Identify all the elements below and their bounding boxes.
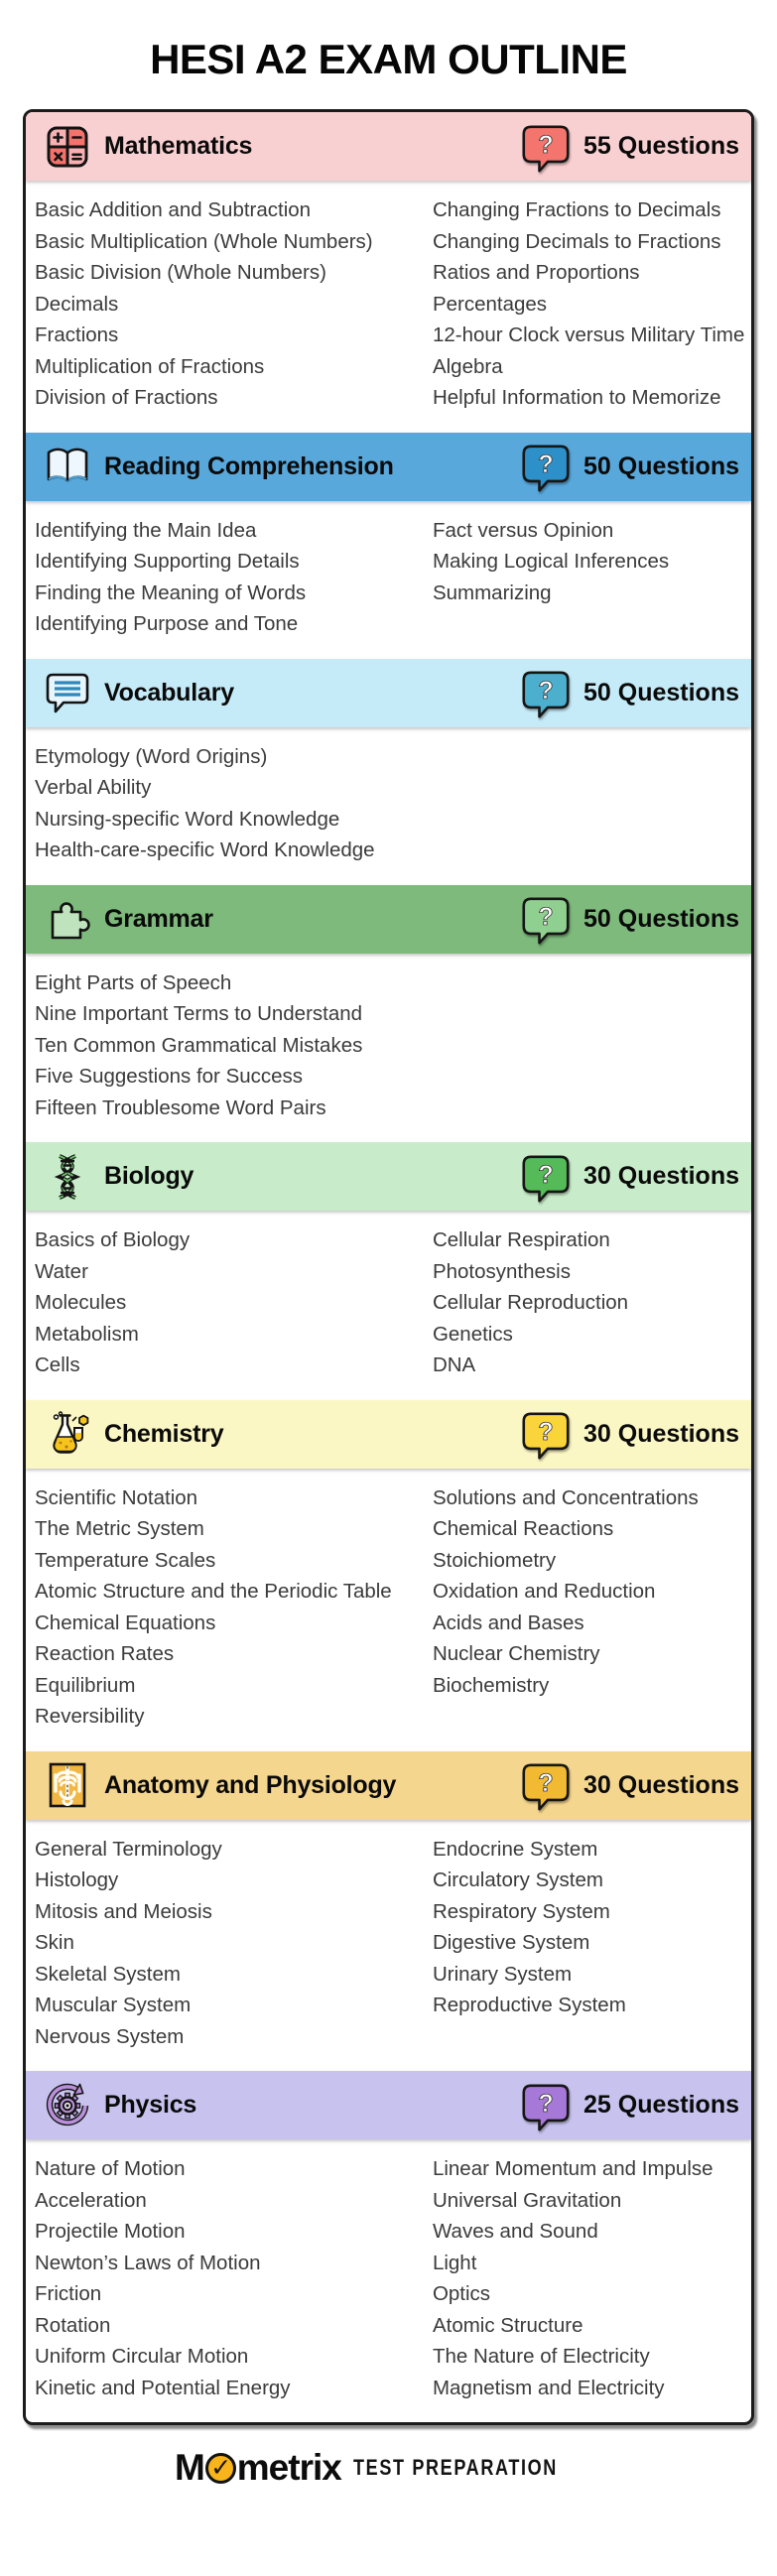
- section-header: [26, 1400, 751, 1469]
- topic-item: Cells: [35, 1353, 80, 1376]
- section-grammar: [26, 885, 751, 1143]
- topic-item: Making Logical Inferences: [432, 550, 670, 573]
- flask-icon: [44, 1410, 91, 1458]
- svg-text:?: ?: [538, 451, 554, 479]
- topic-item: Health-care-specific Word Knowledge: [35, 838, 375, 861]
- topic-item: Ratios and Proportions: [432, 261, 640, 284]
- question-bubble-icon: [521, 1762, 571, 1812]
- page-title: HESI A2 EXAM OUTLINE: [150, 36, 627, 82]
- topic-item: Scientific Notation: [35, 1485, 198, 1509]
- topic-item: Optics: [432, 2282, 491, 2305]
- topics-column-right: [433, 1482, 745, 1733]
- topic-item: Histology: [35, 1868, 119, 1891]
- topic-item: Decimals: [35, 292, 119, 316]
- section-header: [26, 2071, 751, 2139]
- gear-orbit-icon: [44, 2082, 91, 2129]
- question-count: 55 Questions: [583, 132, 739, 160]
- topic-item: Muscular System: [35, 1994, 192, 2016]
- section-header: [26, 659, 751, 727]
- topic-item: Five Suggestions for Success: [35, 1065, 304, 1088]
- question-bubble-icon: [521, 896, 571, 946]
- section-header: [26, 433, 751, 501]
- question-count: 30 Questions: [583, 1419, 739, 1448]
- topic-item: Genetics: [432, 1322, 513, 1346]
- dna-icon: [44, 1153, 91, 1201]
- question-bubble-icon: [521, 1154, 571, 1204]
- topic-item: Cellular Respiration: [432, 1228, 610, 1251]
- topic-item: Oxidation and Reduction: [432, 1580, 656, 1603]
- section-vocabulary: [26, 659, 751, 885]
- topic-item: Temperature Scales: [35, 1548, 216, 1572]
- svg-text:?: ?: [538, 1418, 554, 1447]
- topic-item: Cellular Reproduction: [432, 1291, 629, 1314]
- topic-item: Fractions: [35, 323, 119, 346]
- topic-item: Universal Gravitation: [432, 2188, 622, 2212]
- topic-item: Atomic Structure and the Periodic Table: [35, 1580, 392, 1603]
- topic-item: Nursing-specific Word Knowledge: [35, 807, 340, 831]
- topic-item: Biochemistry: [432, 1673, 550, 1697]
- topic-item: Nature of Motion: [35, 2157, 186, 2180]
- topic-item: Mitosis and Meiosis: [35, 1899, 212, 1923]
- topics-column-right: [433, 2153, 745, 2403]
- section-title: Anatomy and Physiology: [104, 1770, 397, 1799]
- topic-item: Helpful Information to Memorize: [432, 386, 721, 409]
- topic-item: Finding the Meaning of Words: [35, 580, 307, 604]
- topic-item: Light: [432, 2251, 477, 2274]
- topic-item: Atomic Structure: [432, 2313, 583, 2337]
- topic-item: Acceleration: [35, 2188, 147, 2212]
- check-circle-icon: ✓: [205, 2453, 236, 2484]
- topic-item: Chemical Reactions: [432, 1517, 614, 1540]
- section-title: Biology: [104, 1162, 194, 1190]
- footer-logo: [0, 2447, 777, 2489]
- puzzle-piece-icon: [44, 895, 91, 943]
- skeleton-icon: [44, 1761, 91, 1809]
- question-bubble-icon: [521, 124, 571, 174]
- svg-text:?: ?: [538, 1769, 554, 1798]
- topics-column-right: [433, 741, 745, 866]
- svg-text:?: ?: [538, 2089, 554, 2118]
- brand-tagline: TEST PREPARATION: [352, 2455, 558, 2480]
- topic-item: Reaction Rates: [35, 1642, 175, 1665]
- topic-item: Identifying Supporting Details: [35, 550, 300, 573]
- question-count: 50 Questions: [583, 904, 739, 933]
- topics: [26, 1469, 751, 1751]
- section-anatomy-and-physiology: [26, 1751, 751, 2072]
- topic-item: Skeletal System: [35, 1962, 181, 1986]
- question-bubble-icon: [521, 670, 571, 719]
- section-reading-comprehension: [26, 433, 751, 659]
- topics-column-left: [35, 515, 433, 640]
- topic-item: Changing Fractions to Decimals: [432, 198, 721, 221]
- brand-wordmark: [175, 2447, 341, 2489]
- topic-item: Ten Common Grammatical Mistakes: [35, 1033, 363, 1057]
- topic-item: Nuclear Chemistry: [432, 1642, 600, 1665]
- topics: [26, 727, 751, 885]
- topic-item: DNA: [432, 1353, 476, 1376]
- topics-column-left: [35, 1834, 433, 2053]
- topic-item: Basic Division (Whole Numbers): [35, 261, 326, 284]
- question-bubble-icon: [521, 1411, 571, 1461]
- topic-item: Water: [35, 1259, 88, 1283]
- section-chemistry: [26, 1400, 751, 1751]
- topic-item: Division of Fractions: [35, 386, 218, 409]
- topics-column-right: [433, 515, 745, 640]
- svg-text:?: ?: [538, 677, 554, 706]
- topic-item: Waves and Sound: [432, 2220, 598, 2243]
- topic-item: Respiratory System: [432, 1899, 610, 1923]
- topic-item: General Terminology: [35, 1837, 222, 1861]
- topic-item: Nine Important Terms to Understand: [35, 1002, 363, 1025]
- topics: [26, 501, 751, 659]
- topics: [26, 954, 751, 1143]
- topic-item: Percentages: [432, 292, 548, 316]
- topic-item: Changing Decimals to Fractions: [432, 229, 721, 253]
- brand-suffix: metrix: [236, 2447, 341, 2488]
- section-physics: [26, 2071, 751, 2422]
- topics-column-left: [35, 2153, 433, 2403]
- section-header: [26, 1751, 751, 1820]
- topics: [26, 2139, 751, 2422]
- section-title: Reading Comprehension: [104, 451, 394, 480]
- section-mathematics: [26, 112, 751, 433]
- topic-item: Basics of Biology: [35, 1228, 191, 1251]
- question-count: 50 Questions: [583, 678, 739, 707]
- speech-bubble-lines-icon: [44, 669, 91, 716]
- topic-item: Urinary System: [432, 1962, 573, 1986]
- topic-item: Molecules: [35, 1291, 127, 1314]
- topics: [26, 1211, 751, 1400]
- topics-column-right: [433, 1834, 745, 2053]
- topic-item: Stoichiometry: [432, 1548, 557, 1572]
- topic-item: Basic Multiplication (Whole Numbers): [35, 229, 373, 253]
- topic-item: Linear Momentum and Impulse: [432, 2157, 713, 2180]
- topic-item: Photosynthesis: [432, 1259, 571, 1283]
- section-header: [26, 1142, 751, 1211]
- section-title: Physics: [104, 2091, 197, 2119]
- topic-item: Eight Parts of Speech: [35, 970, 232, 994]
- question-bubble-icon: [521, 2083, 571, 2132]
- topics-column-left: [35, 1482, 433, 1733]
- topic-item: Projectile Motion: [35, 2220, 186, 2243]
- page: [0, 36, 777, 2489]
- topic-item: The Metric System: [35, 1517, 204, 1540]
- topic-item: The Nature of Electricity: [432, 2345, 650, 2368]
- topic-item: Kinetic and Potential Energy: [35, 2376, 291, 2399]
- brand-prefix: M: [174, 2447, 204, 2488]
- topic-item: Equilibrium: [35, 1673, 136, 1697]
- topic-item: Acids and Bases: [432, 1610, 584, 1634]
- topic-item: Friction: [35, 2282, 102, 2305]
- topic-item: Algebra: [432, 354, 503, 378]
- topic-item: Fifteen Troublesome Word Pairs: [35, 1095, 326, 1119]
- topic-item: Magnetism and Electricity: [432, 2376, 665, 2399]
- topics-column-left: [35, 741, 433, 866]
- topic-item: Identifying the Main Idea: [35, 518, 257, 542]
- topics-column-left: [35, 194, 433, 414]
- topic-item: Multiplication of Fractions: [35, 354, 265, 378]
- topics-column-left: [35, 1224, 433, 1381]
- topic-item: Newton’s Laws of Motion: [35, 2251, 261, 2274]
- topic-item: Endocrine System: [432, 1837, 598, 1861]
- topic-item: Reproductive System: [432, 1994, 626, 2016]
- topic-item: Rotation: [35, 2313, 111, 2337]
- topics-column-right: [433, 194, 745, 414]
- topics: [26, 1820, 751, 2072]
- topic-item: Basic Addition and Subtraction: [35, 198, 312, 221]
- open-book-icon: [44, 443, 91, 490]
- section-header: [26, 112, 751, 181]
- topics-column-right: [433, 967, 745, 1124]
- topic-item: Verbal Ability: [35, 776, 152, 799]
- topic-item: Reversibility: [35, 1705, 145, 1728]
- topic-item: Chemical Equations: [35, 1610, 216, 1634]
- question-count: 50 Questions: [583, 451, 739, 480]
- question-count: 25 Questions: [583, 2091, 739, 2119]
- svg-text:?: ?: [538, 130, 554, 159]
- question-bubble-icon: [521, 444, 571, 493]
- topic-item: Summarizing: [432, 580, 552, 604]
- topic-item: Solutions and Concentrations: [432, 1485, 699, 1509]
- question-count: 30 Questions: [583, 1770, 739, 1799]
- topics-column-right: [433, 1224, 745, 1381]
- topic-item: Fact versus Opinion: [432, 518, 614, 542]
- section-header: [26, 885, 751, 954]
- topic-item: Digestive System: [432, 1931, 590, 1954]
- topic-item: Uniform Circular Motion: [35, 2345, 249, 2368]
- section-title: Vocabulary: [104, 678, 234, 707]
- section-title: Grammar: [104, 904, 213, 933]
- svg-text:?: ?: [538, 1160, 554, 1189]
- exam-outline-card: [23, 109, 754, 2425]
- section-title: Chemistry: [104, 1419, 224, 1448]
- section-biology: [26, 1142, 751, 1400]
- topic-item: 12-hour Clock versus Military Time: [432, 323, 745, 346]
- topic-item: Circulatory System: [432, 1868, 603, 1891]
- svg-text:?: ?: [538, 903, 554, 932]
- topic-item: Skin: [35, 1931, 74, 1954]
- section-title: Mathematics: [104, 132, 253, 160]
- calculator-icon: [44, 123, 91, 171]
- topics-column-left: [35, 967, 433, 1124]
- topic-item: Nervous System: [35, 2024, 185, 2048]
- topics: [26, 181, 751, 433]
- topic-item: Etymology (Word Origins): [35, 744, 268, 768]
- topic-item: Metabolism: [35, 1322, 139, 1346]
- topic-item: Identifying Purpose and Tone: [35, 612, 299, 635]
- question-count: 30 Questions: [583, 1162, 739, 1190]
